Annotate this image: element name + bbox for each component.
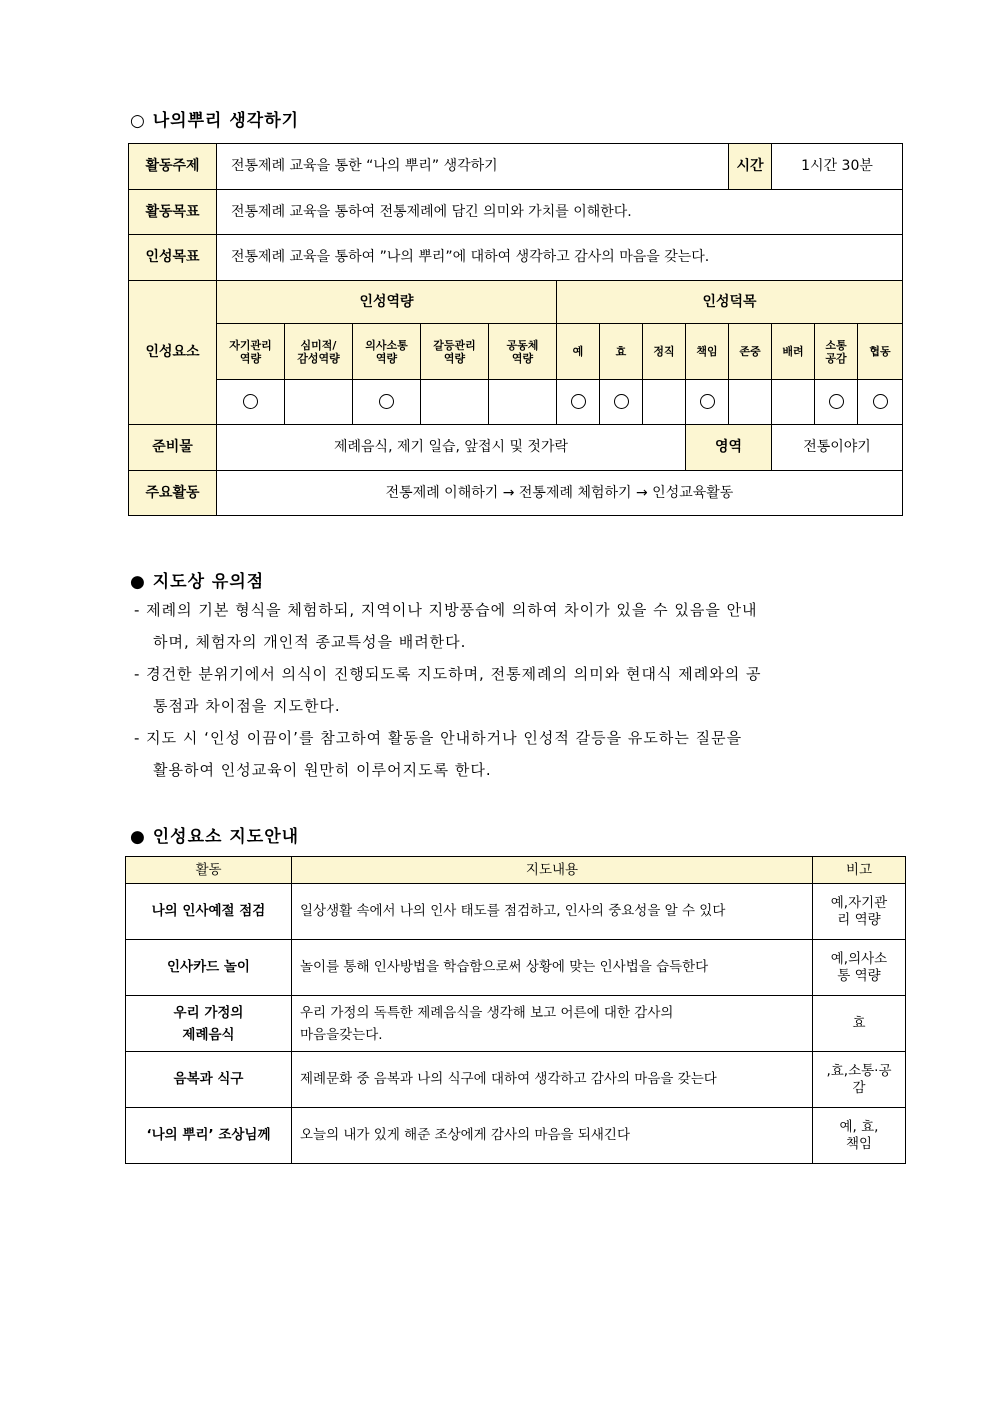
col-header-activity: 활동	[126, 857, 292, 884]
time-label: 시간	[729, 144, 772, 190]
activity-plan-table	[128, 143, 903, 516]
competency-label: 공동체 역량	[489, 324, 557, 380]
guidance-heading: ● 지도상 유의점	[130, 572, 265, 592]
check-circle-icon	[379, 394, 394, 409]
competency-header: 인성역량	[217, 281, 557, 324]
virtue-label: 효	[600, 324, 643, 380]
guidance-item: - 경건한 분위기에서 의식이 진행되도록 지도하며, 전통제례의 의미와 현대식 제례와의 공 통점과 차이점을 지도한다.	[134, 665, 762, 715]
main-activity-label: 주요활동	[129, 471, 217, 516]
virtue-label: 예	[557, 324, 600, 380]
virtue-check	[772, 380, 815, 425]
virtue-check	[815, 380, 858, 425]
goal-value: 전통제례 교육을 통하여 전통제례에 담긴 의미와 가치를 이해한다.	[217, 190, 903, 235]
col-header-note: 비고	[813, 857, 906, 884]
guidance-item: - 지도 시 ‘인성 이끔이’를 참고하여 활동을 안내하거나 인성적 갈등을 유도하는 질문을 활용하여 인성교육이 원만히 이루어지도록 한다.	[134, 729, 743, 779]
virtue-label: 정직	[643, 324, 686, 380]
check-circle-icon	[873, 394, 888, 409]
table-row: 인사카드 놀이 놀이를 통해 인사방법을 학습함으로써 상황에 맞는 인사법을 습득한다 예,의사소 통 역량	[126, 940, 906, 996]
virtue-label: 배려	[772, 324, 815, 380]
virtue-check	[643, 380, 686, 425]
virtue-check	[600, 380, 643, 425]
table-row: ‘나의 뿌리’ 조상님께 오늘의 내가 있게 해준 조상에게 감사의 마음을 되새긴다 예, 효, 책임	[126, 1108, 906, 1164]
virtue-check	[729, 380, 772, 425]
materials-value: 제례음식, 제기 일습, 앞접시 및 젓가락	[217, 425, 686, 471]
competency-label: 자기관리 역량	[217, 324, 285, 380]
competency-check	[353, 380, 421, 425]
guidance-list	[134, 594, 914, 786]
virtue-header: 인성덕목	[557, 281, 903, 324]
virtue-label: 협동	[858, 324, 903, 380]
area-value: 전통이야기	[772, 425, 903, 471]
main-activity-value: 전통제례 이해하기 → 전통제례 체험하기 → 인성교육활동	[217, 471, 903, 516]
competency-label: 의사소통 역량	[353, 324, 421, 380]
virtue-check	[557, 380, 600, 425]
competency-label: 심미적/ 감성역량	[285, 324, 353, 380]
virtue-label: 존중	[729, 324, 772, 380]
area-label: 영역	[686, 425, 772, 471]
table-row: 우리 가정의 제례음식 우리 가정의 독특한 제례음식을 생각해 보고 어른에 대한 감사의 마음을갖는다. 효	[126, 996, 906, 1052]
competency-check	[421, 380, 489, 425]
competency-check	[285, 380, 353, 425]
topic-value: 전통제례 교육을 통한 “나의 뿌리” 생각하기	[217, 144, 729, 190]
competency-label: 갈등관리 역량	[421, 324, 489, 380]
virtue-label: 책임	[686, 324, 729, 380]
check-circle-icon	[614, 394, 629, 409]
check-circle-icon	[829, 394, 844, 409]
element-label: 인성요소	[129, 281, 217, 425]
virtue-label: 소통 공감	[815, 324, 858, 380]
topic-label: 활동주제	[129, 144, 217, 190]
table-row: 음복과 식구 제례문화 중 음복과 나의 식구에 대하여 생각하고 감사의 마음을 갖는다 ,효,소통·공 감	[126, 1052, 906, 1108]
competency-check	[489, 380, 557, 425]
check-circle-icon	[243, 394, 258, 409]
elements-guide-heading: ● 인성요소 지도안내	[130, 827, 300, 847]
time-value: 1시간 30분	[772, 144, 903, 190]
competency-check	[217, 380, 285, 425]
char-goal-value: 전통제례 교육을 통하여 ”나의 뿌리”에 대하여 생각하고 감사의 마음을 갖는다.	[217, 235, 903, 281]
virtue-check	[858, 380, 903, 425]
guidance-item: - 제례의 기본 형식을 체험하되, 지역이나 지방풍습에 의하여 차이가 있을 수 있음을 안내 하며, 체험자의 개인적 종교특성을 배려한다.	[134, 601, 758, 651]
materials-label: 준비물	[129, 425, 217, 471]
check-circle-icon	[700, 394, 715, 409]
virtue-check	[686, 380, 729, 425]
section-title: ○ 나의뿌리 생각하기	[130, 111, 300, 131]
char-goal-label: 인성목표	[129, 235, 217, 281]
check-circle-icon	[571, 394, 586, 409]
col-header-content: 지도내용	[292, 857, 813, 884]
table-row: 나의 인사예절 점검 일상생활 속에서 나의 인사 태도를 점검하고, 인사의 중요성을 알 수 있다 예,자기관 리 역량	[126, 884, 906, 940]
goal-label: 활동목표	[129, 190, 217, 235]
elements-guide-table	[125, 856, 906, 1164]
